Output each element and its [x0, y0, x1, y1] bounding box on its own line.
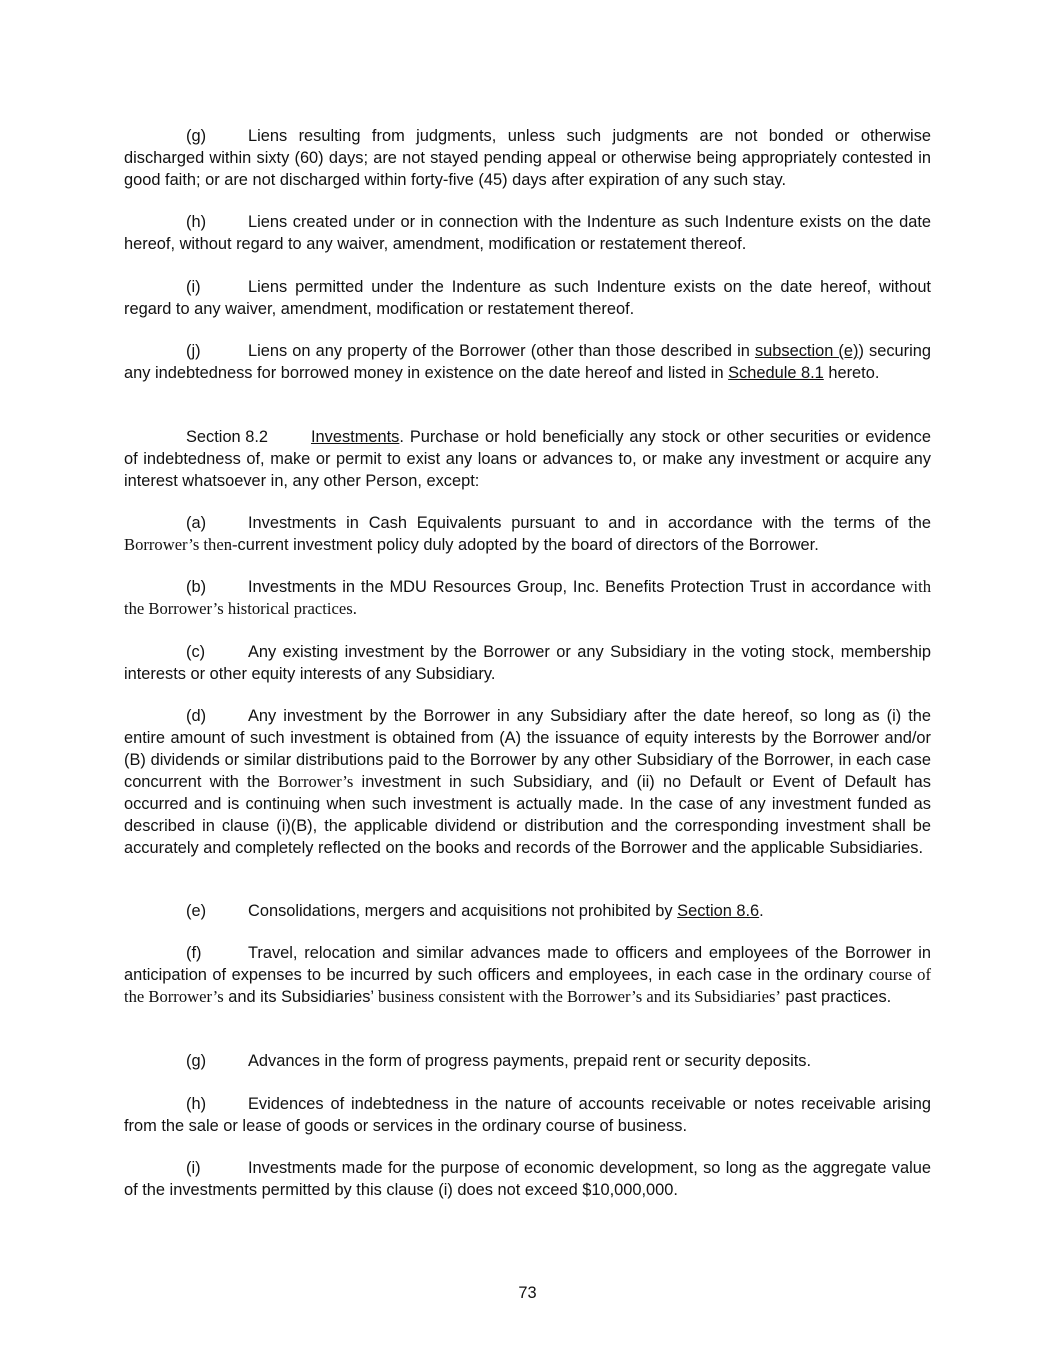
clause-text: hereto. [823, 364, 880, 382]
page-number: 73 [518, 1284, 537, 1302]
investments-clause-g [124, 1050, 931, 1072]
clause-text: current investment policy duly adopted by the board of directors of the Borrower. [237, 536, 819, 554]
section-heading: Investments [311, 428, 400, 446]
clause-text-serif: Borrower’s [278, 772, 354, 791]
clause-text: investment in such Subsidiary, and (ii) no Default or Event of Default has occurred and is continuing when such investment is actually made. In the case of any investment funded as described in clause (i)(B), the applicable dividend or distribution and the corresponding investment shall be accurately and completely reflected on the books and records of the Borrower and the applicable Subsidiaries. [124, 773, 931, 857]
clause-text: Investments made for the purpose of economic development, so long as the aggregate value of the investments permitted by this clause (i) does not exceed $10,000,000. [124, 1159, 931, 1199]
investments-clause-f [124, 942, 931, 1008]
clause-label: (i) [186, 1159, 201, 1177]
clause-text: Any investment by the Borrower in any Subsidiary after the date hereof, so long as (i) the entire amount of such investment is obtained from (A) the issuance of equity interests by the Borrower and/or (B) dividends or similar distributions paid to the Borrower by any other Subsidiary of the Borrower, in each case concurrent with the [124, 707, 931, 791]
clause-text-serif: Borrower’s then- [124, 535, 238, 554]
section-8-6-reference: Section 8.6 [677, 902, 760, 920]
clause-text: Liens permitted under the Indenture as such Indenture exists on the date hereof, without regard to any waiver, amendment, modification or restatement thereof. [124, 278, 931, 318]
clause-text: Advances in the form of progress payments, prepaid rent or security deposits. [248, 1052, 812, 1070]
liens-clause-h [124, 211, 931, 255]
investments-clause-a [124, 512, 931, 556]
clause-label: (i) [186, 278, 201, 296]
clause-text: Investments in the MDU Resources Group, Inc. Benefits Protection Trust in accordance [248, 578, 902, 596]
clause-text: Any existing investment by the Borrower or any Subsidiary in the voting stock, membership interests or other equity interests of any Subsidiary. [124, 643, 931, 683]
clause-text: Liens resulting from judgments, unless such judgments are not bonded or otherwise discharged within sixty (60) days; are not stayed pending appeal or otherwise being appropriately contested in good faith; or are not discharged within forty-five (45) days after expiration of any such stay. [124, 127, 931, 189]
liens-clause-g [124, 125, 931, 191]
subsection-e-reference: subsection (e) [754, 342, 859, 360]
clause-text: Investments in Cash Equivalents pursuant to and in accordance with the terms of the [248, 514, 931, 532]
clause-label: (g) [186, 1052, 207, 1070]
clause-text: Travel, relocation and similar advances made to officers and employees of the Borrower in anticipation of expenses to be incurred by such officers and employees, in each case in the ordinary [124, 944, 931, 984]
clause-label: (c) [186, 643, 206, 661]
clause-label: (g) [186, 127, 207, 145]
clause-text: Consolidations, mergers and acquisitions not prohibited by [248, 902, 678, 920]
clause-text: Liens on any property of the Borrower (other than those described in [248, 342, 755, 360]
clause-text: past practices. [780, 988, 892, 1006]
investments-clause-i [124, 1157, 931, 1201]
section-number: Section 8.2 [186, 428, 269, 446]
clause-text: ) securing any indebtedness for borrowed money in existence on the date hereof and listed in [124, 342, 931, 382]
clause-text: Evidences of indebtedness in the nature of accounts receivable or notes receivable arising from the sale or lease of goods or services in the ordinary course of business. [124, 1095, 931, 1135]
liens-clause-i [124, 276, 931, 320]
clause-label: (d) [186, 707, 207, 725]
investments-clause-e [124, 900, 931, 922]
section-8-2-investments [124, 426, 931, 492]
clause-text-serif: business consistent with the Borrower’s and its Subsidiaries’ [377, 987, 781, 1006]
liens-clause-j [124, 340, 931, 384]
investments-clause-b [124, 576, 931, 620]
clause-label: (h) [186, 1095, 207, 1113]
clause-text-serif: course of the Borrower’s [124, 965, 931, 1006]
clause-label: (a) [186, 514, 207, 532]
investments-clause-d [124, 705, 931, 859]
clause-text-serif: with the Borrower’s historical practices. [124, 577, 931, 618]
clause-label: (j) [186, 342, 201, 360]
clause-label: (h) [186, 213, 207, 231]
clause-label: (b) [186, 578, 207, 596]
clause-text: and its Subsidiaries’ [223, 988, 378, 1006]
clause-text: Liens created under or in connection with the Indenture as such Indenture exists on the date hereof, without regard to any waiver, amendment, modification or restatement thereof. [124, 213, 931, 253]
schedule-8-1-reference: Schedule 8.1 [728, 364, 824, 382]
investments-clause-c [124, 641, 931, 685]
section-text: . Purchase or hold beneficially any stock or other securities or evidence of indebtedness of, make or permit to exist any loans or advances to, or make any investment or acquire any interest whatsoever in, any other Person, except: [124, 428, 931, 490]
investments-clause-h [124, 1093, 931, 1137]
clause-label: (e) [186, 902, 207, 920]
clause-text: . [759, 902, 764, 920]
clause-label: (f) [186, 944, 202, 962]
